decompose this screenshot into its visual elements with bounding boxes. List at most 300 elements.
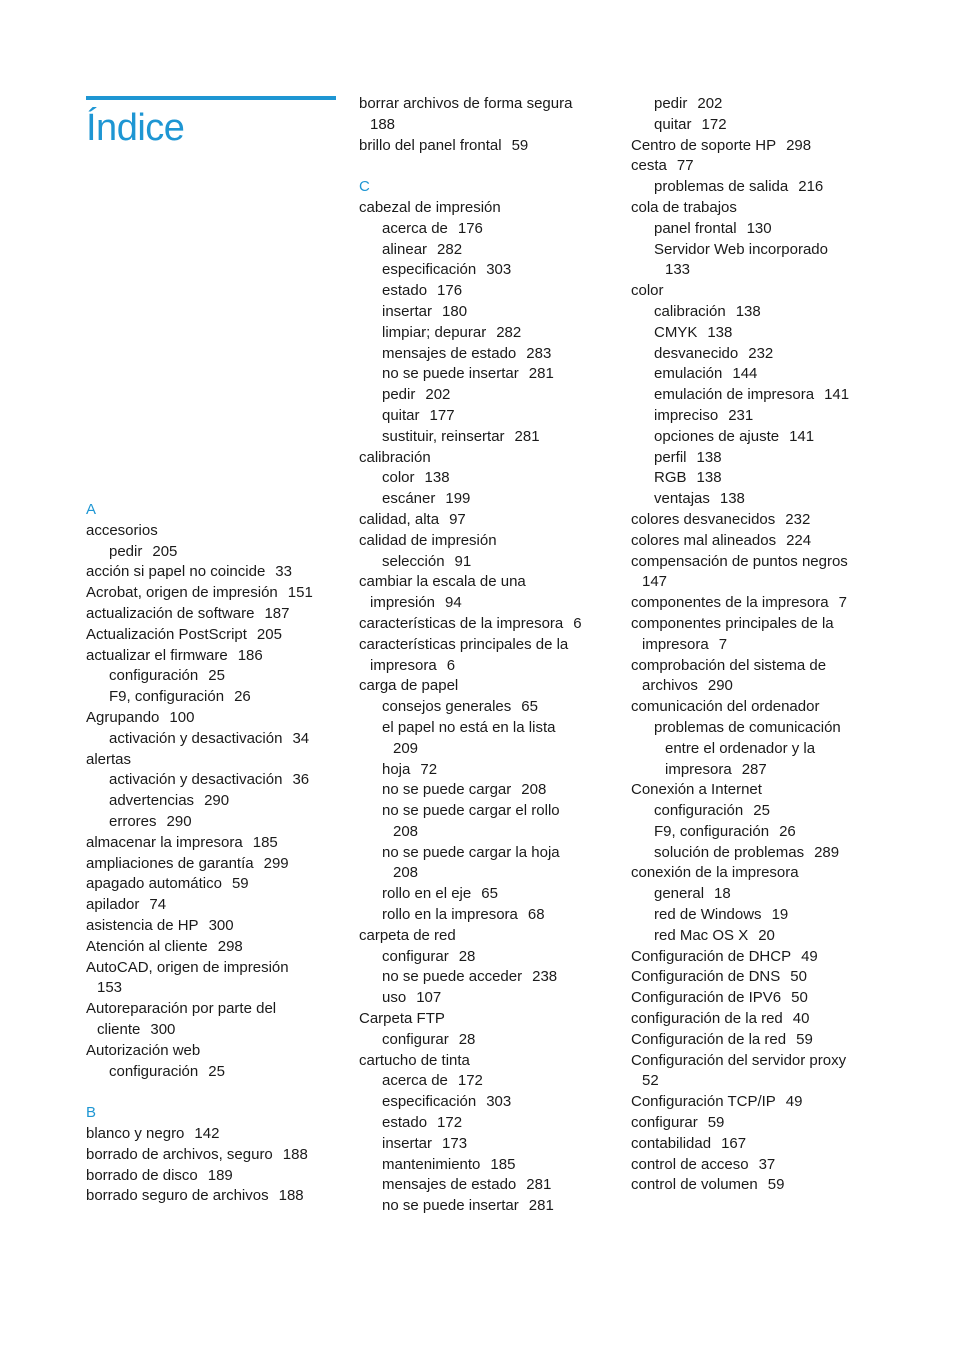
index-entry <box>631 780 893 801</box>
entry-text: red Mac OS X <box>654 926 749 944</box>
page-number-link[interactable]: 232 <box>748 344 774 362</box>
page-number-link[interactable]: 189 <box>207 1166 233 1184</box>
index-subentry <box>359 1113 621 1134</box>
entry-text: Configuración de DHCP <box>631 947 792 965</box>
index-subentry <box>359 240 621 261</box>
page-number-link[interactable]: 290 <box>166 812 192 830</box>
index-entry <box>631 136 893 157</box>
page-number-link[interactable]: 144 <box>732 365 758 383</box>
entry-text: Autoreparación por parte del <box>86 1000 277 1018</box>
page-number-link[interactable]: 77 <box>676 157 694 175</box>
entry-text: borrar archivos de forma segura <box>359 95 573 112</box>
index-subentry <box>359 1134 621 1155</box>
entry-text: problemas de comunicación <box>654 718 841 736</box>
index-entry <box>86 937 348 958</box>
page-number-link[interactable]: 33 <box>275 563 292 581</box>
index-entry <box>86 1041 348 1062</box>
section-letter: A <box>86 501 97 518</box>
page-number-link[interactable]: 177 <box>429 406 455 424</box>
index-subentry <box>631 884 893 905</box>
page-number-link[interactable]: 216 <box>798 178 824 196</box>
page-number-link[interactable]: 224 <box>786 531 812 549</box>
entry-text: calidad de impresión <box>359 531 497 549</box>
page-number-link[interactable]: 151 <box>287 584 313 602</box>
entry-text: hoja <box>382 760 411 778</box>
page-number-link[interactable]: 232 <box>785 510 811 528</box>
page-number-link[interactable]: 40 <box>792 1010 810 1028</box>
index-subentry <box>359 843 621 864</box>
page-number-link[interactable]: 147 <box>642 573 668 591</box>
page-number-link[interactable]: 59 <box>511 136 529 154</box>
page-number-link[interactable]: 50 <box>791 989 808 1007</box>
entry-text: Agrupando <box>86 708 160 726</box>
entry-text: Servidor Web incorporado <box>654 240 828 258</box>
index-subentry <box>359 1092 621 1113</box>
page-number-link[interactable]: 167 <box>721 1134 747 1152</box>
index-entry <box>631 656 893 677</box>
index-entry <box>631 988 893 1009</box>
entry-text: no se puede cargar <box>382 781 512 799</box>
index-subentry <box>86 791 348 812</box>
page-number-link[interactable]: 59 <box>796 1030 813 1048</box>
page-number-link[interactable]: 6 <box>446 656 456 674</box>
entry-text: componentes principales de la <box>631 614 834 632</box>
index-subentry <box>359 302 621 323</box>
entry-text: comprobación del sistema de <box>631 656 827 674</box>
entry-text: pedir <box>382 386 416 404</box>
page-number-link[interactable]: 52 <box>642 1072 659 1090</box>
page-number-link[interactable]: 172 <box>457 1072 483 1090</box>
page-number-link[interactable]: 281 <box>528 1197 554 1215</box>
page-number-link[interactable]: 205 <box>152 542 178 560</box>
section-gap <box>86 1082 348 1103</box>
entry-text: entre el ordenador y la <box>665 739 816 757</box>
page-number-link[interactable]: 202 <box>697 95 723 112</box>
page-number-link[interactable]: 133 <box>665 261 691 279</box>
index-entry <box>86 999 348 1020</box>
entry-text: configuración <box>109 667 199 685</box>
page-number-link[interactable]: 303 <box>486 1093 512 1111</box>
page-number-link[interactable]: 25 <box>208 667 225 685</box>
entry-text: acerca de <box>382 219 448 237</box>
entry-text: colores desvanecidos <box>631 510 776 528</box>
index-entry <box>631 1113 893 1134</box>
entry-text: limpiar; depurar <box>382 323 487 341</box>
index-entry <box>631 967 893 988</box>
entry-text: color <box>382 469 415 487</box>
index-subentry <box>359 988 621 1009</box>
entry-text: impresora <box>665 760 732 778</box>
page-number-link[interactable]: 188 <box>370 115 396 133</box>
index-subentry <box>359 260 621 281</box>
page-number-link[interactable]: 25 <box>208 1062 225 1080</box>
page-number-link[interactable]: 20 <box>758 926 775 944</box>
page-title: Índice <box>86 107 185 149</box>
page-number-link[interactable]: 231 <box>728 406 754 424</box>
entry-text: cartucho de tinta <box>359 1051 470 1069</box>
index-subentry <box>359 760 621 781</box>
page-number-link[interactable]: 303 <box>486 261 512 279</box>
index-subentry <box>631 468 893 489</box>
index-entry <box>631 593 893 614</box>
page-number-link[interactable]: 176 <box>457 219 483 237</box>
page-number-link[interactable]: 185 <box>490 1155 516 1173</box>
index-subentry <box>86 729 348 750</box>
page-number-link[interactable]: 26 <box>234 688 251 706</box>
page-number-link[interactable]: 107 <box>416 989 442 1007</box>
entry-text: sustituir, reinsertar <box>382 427 505 445</box>
page-number-link[interactable]: 142 <box>194 1124 220 1142</box>
entry-text: desvanecido <box>654 344 739 362</box>
page-number-link[interactable]: 141 <box>824 386 850 404</box>
entry-text: F9, configuración <box>654 822 770 840</box>
page-number-link[interactable]: 100 <box>169 708 195 726</box>
index-subentry <box>86 770 348 791</box>
page-number-link[interactable]: 172 <box>701 115 727 133</box>
page-number-link[interactable]: 68 <box>527 906 545 924</box>
page-number-link[interactable]: 138 <box>696 448 722 466</box>
entry-text: configuración <box>654 802 744 820</box>
index-subentry <box>631 94 893 115</box>
entry-text: cliente <box>97 1020 141 1038</box>
index-entry-continuation <box>359 863 621 884</box>
entry-text: Centro de soporte HP <box>631 136 777 154</box>
index-subentry <box>359 489 621 510</box>
page-number-link[interactable]: 59 <box>767 1176 785 1194</box>
page-number-link[interactable]: 282 <box>437 240 463 258</box>
title-rule <box>86 96 336 100</box>
index-entry <box>86 750 348 771</box>
page-number-link[interactable]: 281 <box>514 427 540 445</box>
page-number-link[interactable]: 94 <box>445 594 462 612</box>
index-subentry <box>631 905 893 926</box>
entry-text: configurar <box>382 947 449 965</box>
index-entry-continuation <box>359 656 621 677</box>
index-entry <box>86 1124 348 1145</box>
index-subentry <box>359 385 621 406</box>
index-subentry <box>631 406 893 427</box>
entry-text: cabezal de impresión <box>359 198 501 216</box>
page-number-link[interactable]: 287 <box>741 760 767 778</box>
entry-text: color <box>631 282 664 300</box>
index-entry <box>86 916 348 937</box>
index-subentry <box>359 552 621 573</box>
index-subentry <box>359 884 621 905</box>
page-number-link[interactable]: 26 <box>779 822 796 840</box>
page-number-link[interactable]: 208 <box>521 781 547 799</box>
page-number-link[interactable]: 298 <box>786 136 812 154</box>
page-number-link[interactable]: 50 <box>790 968 807 986</box>
index-entry <box>631 1030 893 1051</box>
index-entry <box>86 604 348 625</box>
index-subentry <box>631 115 893 136</box>
page-number-link[interactable]: 141 <box>789 427 815 445</box>
index-subentry <box>359 1030 621 1051</box>
page-number-link[interactable]: 65 <box>521 698 538 716</box>
page-number-link[interactable]: 18 <box>714 885 731 903</box>
entry-text: alinear <box>382 240 428 258</box>
page-number-link[interactable]: 188 <box>278 1187 304 1205</box>
index-entry <box>631 510 893 531</box>
index-entry <box>359 531 621 552</box>
index-entry-continuation <box>359 115 621 136</box>
page-number-link[interactable]: 138 <box>719 490 745 508</box>
page-number-link[interactable]: 37 <box>758 1155 776 1173</box>
index-subentry <box>359 905 621 926</box>
index-entry <box>86 854 348 875</box>
index-subentry <box>359 468 621 489</box>
index-entry-continuation <box>631 760 893 781</box>
page-number-link[interactable]: 209 <box>393 739 419 757</box>
page-number-link[interactable]: 74 <box>149 896 167 914</box>
page-number-link[interactable]: 153 <box>97 979 123 997</box>
entry-text: calibración <box>654 302 726 320</box>
index-subentry <box>359 697 621 718</box>
entry-text: mensajes de estado <box>382 1176 517 1194</box>
index-entry <box>359 635 621 656</box>
index-subentry <box>359 364 621 385</box>
entry-text: no se puede insertar <box>382 1197 519 1215</box>
page-number-link[interactable]: 49 <box>801 947 818 965</box>
index-entry <box>631 614 893 635</box>
page-number-link[interactable]: 208 <box>393 822 419 840</box>
entry-text: Conexión a Internet <box>631 781 762 799</box>
page-number-link[interactable]: 290 <box>707 677 733 695</box>
section-gap <box>359 156 621 177</box>
entry-text: brillo del panel frontal <box>359 136 502 154</box>
page-number-link[interactable]: 28 <box>458 947 476 965</box>
page-number-link[interactable]: 19 <box>771 906 789 924</box>
entry-text: el papel no está en la lista <box>382 718 556 736</box>
entry-text: consejos generales <box>382 698 512 716</box>
page-number-link[interactable]: 34 <box>292 729 310 747</box>
entry-text: escáner <box>382 490 436 508</box>
entry-text: contabilidad <box>631 1134 712 1152</box>
index-subentry <box>631 822 893 843</box>
index-subentry <box>631 489 893 510</box>
index-subentry <box>631 364 893 385</box>
index-entry <box>631 1092 893 1113</box>
entry-text: Configuración de DNS <box>631 968 781 986</box>
index-subentry <box>631 926 893 947</box>
index-entry <box>631 156 893 177</box>
page-number-link[interactable]: 7 <box>718 635 728 653</box>
index-entry <box>86 1186 348 1207</box>
index-entry <box>86 1145 348 1166</box>
entry-text: configurar <box>382 1030 449 1048</box>
page-number-link[interactable]: 298 <box>217 937 243 955</box>
index-subentry <box>359 406 621 427</box>
entry-text: componentes de la impresora <box>631 594 829 612</box>
index-entry <box>631 1051 893 1072</box>
index-entry-continuation <box>631 676 893 697</box>
index-subentry <box>359 323 621 344</box>
entry-text: calidad, alta <box>359 510 440 528</box>
entry-text: uso <box>382 989 407 1007</box>
page-number-link[interactable]: 25 <box>753 802 770 820</box>
index-subentry <box>631 427 893 448</box>
entry-text: blanco y negro <box>86 1124 185 1142</box>
page-number-link[interactable]: 208 <box>393 864 419 882</box>
index-entry <box>359 1051 621 1072</box>
entry-text: ventajas <box>654 490 710 508</box>
index-subentry <box>359 344 621 365</box>
entry-text: colores mal alineados <box>631 531 777 549</box>
entry-text: características de la impresora <box>359 614 564 632</box>
index-entry-continuation <box>86 978 348 999</box>
entry-text: Configuración TCP/IP <box>631 1093 776 1111</box>
entry-text: errores <box>109 812 157 830</box>
page-number-link[interactable]: 138 <box>424 469 450 487</box>
page-number-link[interactable]: 7 <box>838 594 847 612</box>
index-subentry <box>359 427 621 448</box>
entry-text: pedir <box>654 95 688 112</box>
index-entry <box>359 926 621 947</box>
entry-text: acción si papel no coincide <box>86 563 266 581</box>
entry-text: borrado de archivos, seguro <box>86 1145 273 1163</box>
page-number-link[interactable]: 281 <box>528 365 554 383</box>
entry-text: opciones de ajuste <box>654 427 780 445</box>
page-number-link[interactable]: 138 <box>735 302 761 320</box>
index-subentry <box>359 1196 621 1217</box>
entry-text: quitar <box>382 406 420 424</box>
page-number-link[interactable]: 138 <box>696 469 722 487</box>
index-subentry <box>86 542 348 563</box>
index-entry <box>631 531 893 552</box>
index-entry <box>86 708 348 729</box>
entry-text: actualización de software <box>86 604 255 622</box>
entry-text: configurar <box>631 1114 698 1132</box>
entry-text: configuración de la red <box>631 1010 783 1028</box>
entry-text: mensajes de estado <box>382 344 517 362</box>
index-subentry <box>631 718 893 739</box>
index-entry <box>86 521 348 542</box>
index-subentry <box>359 947 621 968</box>
entry-text: emulación de impresora <box>654 386 815 404</box>
entry-text: emulación <box>654 365 723 383</box>
entry-text: activación y desactivación <box>109 771 283 789</box>
entry-text: carpeta de red <box>359 926 456 944</box>
entry-text: Carpeta FTP <box>359 1010 445 1028</box>
entry-text: activación y desactivación <box>109 729 283 747</box>
index-entry <box>359 94 621 115</box>
entry-text: cesta <box>631 157 667 175</box>
page-number-link[interactable]: 238 <box>532 968 558 986</box>
index-entry-continuation <box>631 739 893 760</box>
page-number-link[interactable]: 138 <box>707 323 733 341</box>
index-subentry <box>359 1155 621 1176</box>
index-entry <box>631 947 893 968</box>
page-number-link[interactable]: 289 <box>814 843 840 861</box>
page-number-link[interactable]: 28 <box>458 1030 476 1048</box>
page-number-link[interactable]: 36 <box>292 771 310 789</box>
page-number-link[interactable]: 49 <box>785 1093 803 1111</box>
entry-text: panel frontal <box>654 219 737 237</box>
entry-text: selección <box>382 552 445 570</box>
entry-text: no se puede insertar <box>382 365 519 383</box>
page-number-link[interactable]: 187 <box>264 604 290 622</box>
page-number-link[interactable]: 282 <box>496 323 522 341</box>
page-number-link[interactable]: 199 <box>445 490 471 508</box>
entry-text: AutoCAD, origen de impresión <box>86 958 289 976</box>
entry-text: apagado automático <box>86 875 222 893</box>
page-number-link[interactable]: 299 <box>263 854 289 872</box>
entry-text: almacenar la impresora <box>86 833 243 851</box>
index-subentry <box>359 801 621 822</box>
entry-text: red de Windows <box>654 906 762 924</box>
page-number-link[interactable]: 172 <box>437 1114 463 1132</box>
index-subentry <box>86 1062 348 1083</box>
page-number-link[interactable]: 59 <box>231 875 249 893</box>
entry-text: impresora <box>642 635 709 653</box>
page-number-link[interactable]: 6 <box>573 614 582 632</box>
page-number-link[interactable]: 72 <box>420 760 438 778</box>
page-number-link[interactable]: 300 <box>150 1020 176 1038</box>
page-number-link[interactable]: 185 <box>252 833 278 851</box>
page-number-link[interactable]: 91 <box>454 552 472 570</box>
page-number-link[interactable]: 65 <box>481 885 498 903</box>
index-subentry <box>631 240 893 261</box>
page-number-link[interactable]: 202 <box>425 386 451 404</box>
index-entry-continuation <box>631 572 893 593</box>
page-number-link[interactable]: 59 <box>707 1114 725 1132</box>
index-subentry <box>631 344 893 365</box>
page-number-link[interactable]: 130 <box>746 219 772 237</box>
index-entry <box>359 676 621 697</box>
index-subentry <box>359 780 621 801</box>
index-entry <box>631 198 893 219</box>
index-entry <box>359 572 621 593</box>
entry-text: Acrobat, origen de impresión <box>86 584 278 602</box>
entry-text: cambiar la escala de una <box>359 573 526 591</box>
index-entry-continuation <box>359 822 621 843</box>
entry-text: quitar <box>654 115 692 133</box>
page-number-link[interactable]: 180 <box>442 302 468 320</box>
page-number-link[interactable]: 97 <box>449 510 466 528</box>
page-number-link[interactable]: 188 <box>282 1145 308 1163</box>
index-subentry <box>359 219 621 240</box>
entry-text: rollo en la impresora <box>382 906 518 924</box>
entry-text: Atención al cliente <box>86 937 208 955</box>
index-entry <box>631 552 893 573</box>
index-subentry <box>631 448 893 469</box>
entry-text: características principales de la <box>359 635 569 653</box>
page-number-link[interactable]: 281 <box>526 1176 552 1194</box>
page-number-link[interactable]: 205 <box>256 625 282 643</box>
index-subentry <box>359 281 621 302</box>
index-entry <box>631 1155 893 1176</box>
entry-text: problemas de salida <box>654 178 789 196</box>
page-number-link[interactable]: 173 <box>442 1134 468 1152</box>
index-entry <box>86 625 348 646</box>
index-entry <box>86 833 348 854</box>
entry-text: Actualización PostScript <box>86 625 247 643</box>
entry-text: no se puede cargar el rollo <box>382 802 560 820</box>
index-subentry <box>631 385 893 406</box>
entry-text: RGB <box>654 469 687 487</box>
entry-text: Configuración del servidor proxy <box>631 1051 847 1069</box>
page-number-link[interactable]: 290 <box>204 792 230 810</box>
page-number-link[interactable]: 283 <box>526 344 552 362</box>
entry-text: Autorización web <box>86 1041 201 1059</box>
index-entry <box>86 1166 348 1187</box>
index-entry-continuation <box>631 635 893 656</box>
page-number-link[interactable]: 176 <box>437 282 463 300</box>
page-number-link[interactable]: 186 <box>237 646 263 664</box>
page-number-link[interactable]: 300 <box>208 916 234 934</box>
entry-text: alertas <box>86 750 132 768</box>
index-subentry <box>631 219 893 240</box>
